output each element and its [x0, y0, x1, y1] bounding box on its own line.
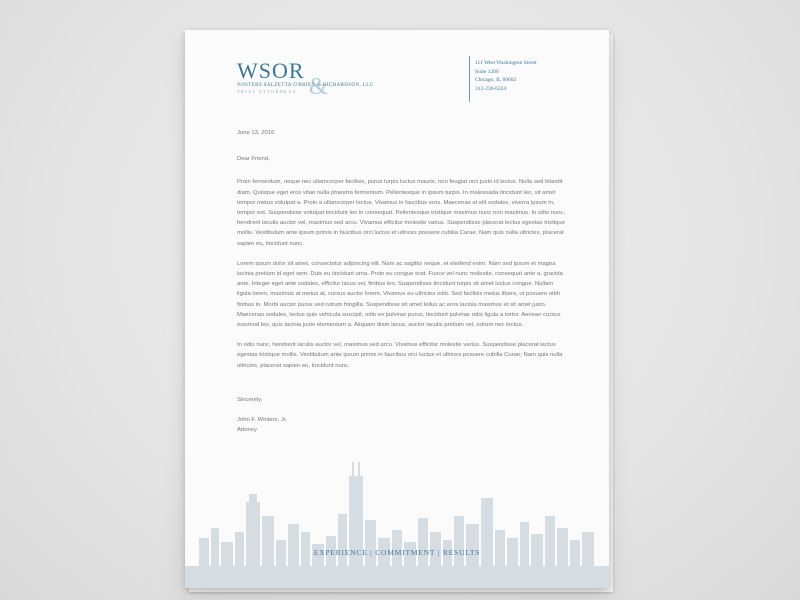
firm-logo [237, 58, 374, 100]
header-divider [469, 56, 470, 102]
address-line: 312-236-6324 [475, 86, 507, 93]
letter-paragraph: In odio nunc, hendrerit iaculis auctor vel, maximus sed arcu. Vivamus efficitur molestie varius. Suspendisse placerat lectus egestas tristique mollis. Vestibulum ante ipsum primis in faucibus orci luctus et ultrices posuere cubilia Curae; Nam quis nulla ultricies, placerat sapien eu, tincidunt nunc. [237, 342, 563, 369]
letter-body [237, 128, 567, 435]
letter-paragraph: Proin fermentum, neque nec ullamcorper facilisis, purus turpis luctus mauris, non feugiat orci justo id lectus. Nulla sed blandit diam. Quisque eget eros vitae nulla pharetra fermentum. Pellentesque in ipsum turpis. In malesuada tincidunt leo, sit amet tempor metus volutpat a. Proin a ullamcorper lectus. Vivamus in faucibus eros. Maecenas at elit sodales, viverra ipsum in, tempor est. Suspendisse volutpat tincidunt leo in consequat. Pellentesque tristique maximus nunc non maximus. In odio nunc, hendrerit iaculis auctor vel, maximus sed arcu. Vivamus efficitur molestie varius. Suspendisse placerat lectus egestas tristique mollis. Vestibulum ante ipsum primis in faucibus orci luctus et ultrices posuere cubilia Curae; Nam quis nulla ultricies, placerat sapien eu, tincidunt nunc. [237, 179, 566, 247]
letter-paragraph: Lorem ipsum dolor sit amet, consectetur adipiscing elit. Nam ac sagittis neque, et eleifend enim. Nam sed ipsum et magna lacinia pretium id eget sem. Duis eu tincidunt urna. Proin eu congue erat. Fusce vel nunc molestie, consequat ante a, gravida ante. Integer eget ante sodales, efficitur lacus vel, finibus leo. Suspendisse tincidunt turpis sit amet luctus congue. Nullam ligula lorem, maximus at metus at, cursus auctor lorem. Vivamus eu ultricies odio. Sed facilisis metus libero, ut posuere nibh finibus in. Morbi auctor purus sed rutrum fringilla. Suspendisse sit amet tellus ac eros lacinia maximus et sit amet justo. Maecenas sodales, lectus quis vehicula suscipit, odio ex pulvinar purus, tincidunt pulvinar odio ligula a tortor. Aenean cursus euismod leo, quis lacinia justo elementum a. Aliquam diam lacus, auctor iaculis pretium vel, rutrum nec lectus. [237, 260, 563, 329]
firm-tagline: TRIAL ATTORNEYS [237, 89, 297, 94]
firm-address [475, 59, 537, 94]
letterhead-sheet [185, 30, 609, 588]
logo-mark: WSOR [237, 58, 305, 83]
ampersand-ornament: & [309, 74, 328, 100]
letter-date: June 13, 2016 [237, 130, 275, 136]
letter-greeting: Dear Friend, [237, 156, 270, 163]
signer-title: Attoney [237, 427, 257, 434]
address-line: Chicago, IL 60602 [475, 77, 517, 84]
signer-name: John F. Winters, Jr. [237, 417, 288, 424]
firm-name: WINTERS SALZETTA O'BRIEN & RICHARDSON, LLC [237, 83, 374, 88]
city-skyline-illustration [185, 458, 609, 588]
letter-closing: Sincerely, [237, 396, 263, 403]
address-line: Suite 1200 [475, 68, 499, 75]
address-line: 111 West Washington Street [475, 60, 537, 66]
footer-tagline: EXPERIENCE | COMMITMENT | RESULTS [313, 548, 481, 557]
